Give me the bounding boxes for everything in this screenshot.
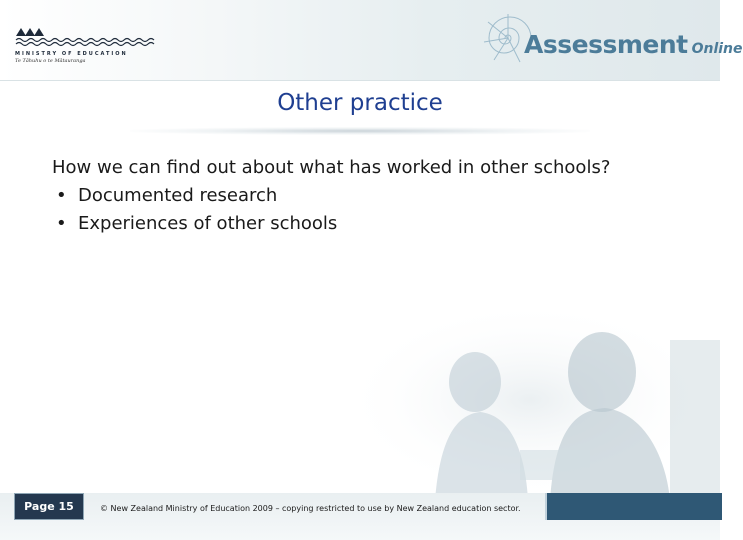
- ministry-subtitle: Te Tāhuhu o te Mātauranga: [15, 58, 86, 64]
- title-underline: [130, 127, 590, 135]
- background-photo: [340, 300, 720, 500]
- intro-question: How we can find out about what has worked in other schools?: [52, 157, 611, 178]
- list-item: [52, 210, 692, 238]
- ministry-name: MINISTRY OF EDUCATION: [15, 51, 128, 57]
- footer-accent-bar: [545, 493, 722, 520]
- brand-main: Assessment: [524, 30, 688, 59]
- bullet-icon: •: [56, 185, 67, 206]
- bullet-list: [52, 182, 692, 238]
- copyright-notice: © New Zealand Ministry of Education 2009 – copying restricted to use by New Zealand education sector.: [100, 504, 521, 513]
- page-number-badge: Page 15: [14, 493, 84, 520]
- header-divider: [0, 80, 720, 81]
- slide-title: Other practice: [277, 90, 443, 116]
- bullet-icon: •: [56, 213, 67, 234]
- list-item: [52, 182, 692, 210]
- assessment-online-logo: [524, 30, 743, 59]
- bullet-text: Documented research: [78, 185, 278, 206]
- brand-sub: Online: [691, 41, 743, 57]
- bullet-text: Experiences of other schools: [78, 213, 338, 234]
- slide-body: [52, 154, 692, 238]
